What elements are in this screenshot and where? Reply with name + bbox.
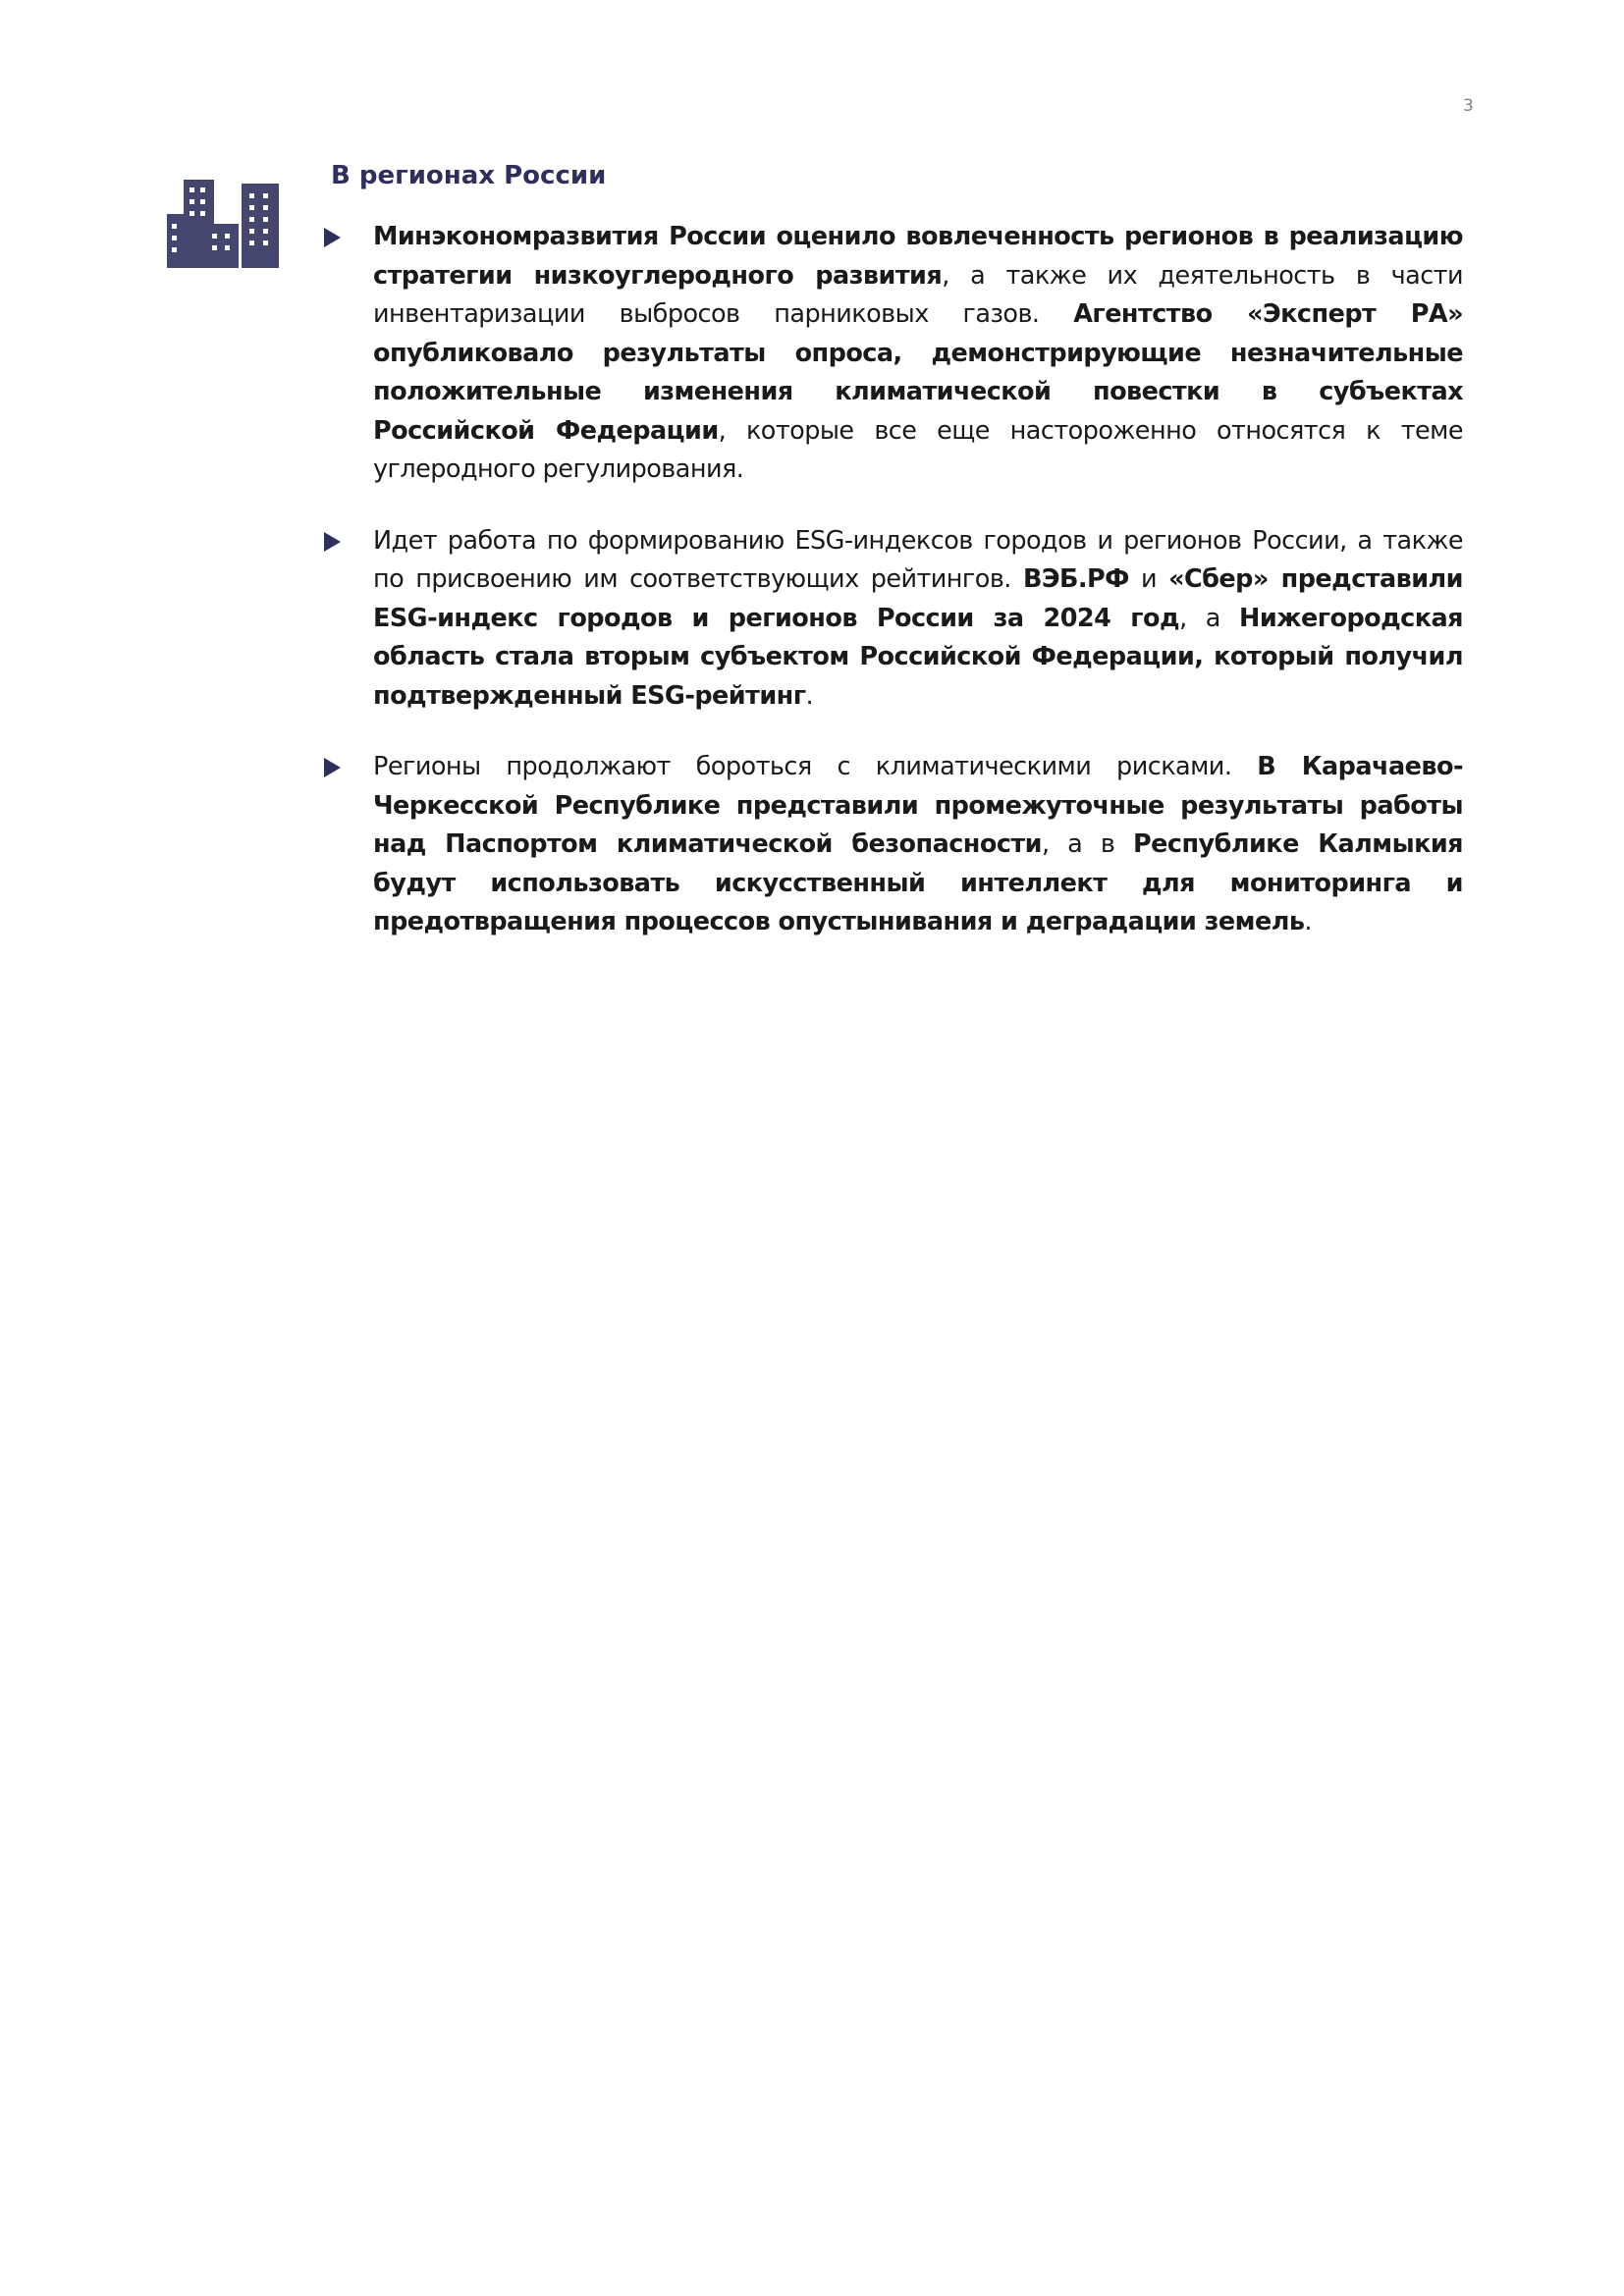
text: . — [1304, 907, 1312, 936]
bold-text: В Карачаево-Черкесской Республике представили промежуточные результаты работы над Паспортом климатической безопасности — [373, 752, 1463, 859]
text: Идет работа по формированию ESG-индексов городов и регионов России, а также по присвоению им соответствующих рейтингов. — [373, 525, 1463, 594]
text: . — [805, 680, 814, 711]
bullet-text — [373, 218, 1463, 490]
page-number: 3 — [1463, 96, 1474, 116]
triangle-bullet-icon — [324, 228, 341, 247]
triangle-bullet-icon — [324, 532, 341, 552]
bullet-list — [324, 218, 1463, 975]
bold-text: Нижегородская область стала вторым субъектом Российской Федерации, который получил подтвержденный ESG-рейтинг — [373, 603, 1463, 711]
text: , а — [1179, 603, 1240, 633]
bold-text: ВЭБ.РФ — [1022, 564, 1129, 594]
bullet-text — [373, 522, 1463, 717]
text: Регионы продолжают бороться с климатическими рисками. — [373, 752, 1258, 781]
section-title: В регионах России — [331, 161, 607, 190]
bold-text: «Сбер» представили ESG-индекс городов и регионов России за 2024 год — [373, 564, 1463, 633]
bullet-item — [324, 218, 1463, 490]
text: и — [1128, 564, 1169, 594]
text: , а в — [1041, 829, 1134, 859]
bold-text: Минэкономразвития России оценило вовлеченность регионов в реализацию стратегии низкоуглеродного развития — [373, 222, 1463, 291]
bullet-item — [324, 522, 1463, 717]
bullet-item — [324, 748, 1463, 942]
text: , которые все еще настороженно относятся к теме углеродного регулирования. — [373, 415, 1463, 484]
bullet-text — [373, 748, 1463, 942]
bold-text: Агентство «Эксперт РА» опубликовало результаты опроса, демонстрирующие незначительные положительные изменения климатической повестки в субъектах Российской Федерации — [373, 299, 1463, 446]
text: , а также их деятельность в части инвентаризации выбросов парниковых газов. — [373, 260, 1464, 329]
triangle-bullet-icon — [324, 758, 341, 777]
city-buildings-icon — [167, 180, 279, 268]
bold-text: Республике Калмыкия будут использовать искусственный интеллект для мониторинга и предотвращения процессов опустынивания и деградации земель — [373, 829, 1464, 936]
